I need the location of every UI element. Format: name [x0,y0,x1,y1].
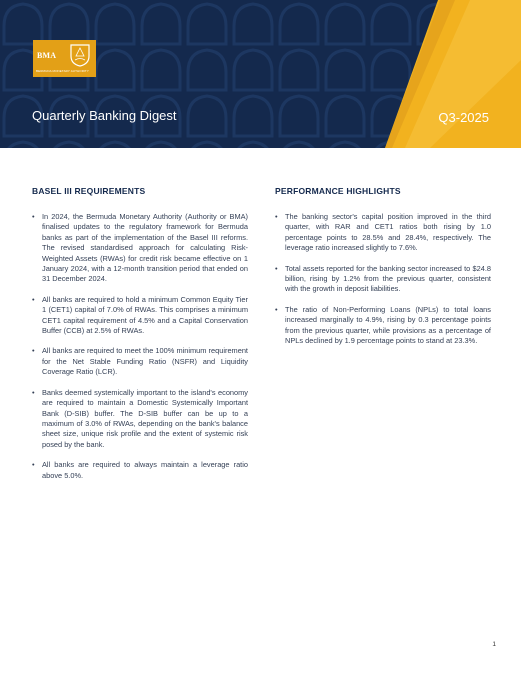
page-title: Quarterly Banking Digest [32,108,177,123]
bullet-list [32,212,248,481]
bma-logo [33,40,96,77]
list-item: • Total assets reported for the banking sector increased to $24.8 billion, rising by 1.2% from the previous quarter, consistent with the growth in deposit liabilities. [275,264,491,295]
bullet-list [275,212,491,346]
header-banner [0,0,521,148]
basel-section [32,186,248,491]
list-item: • In 2024, the Bermuda Monetary Authority (Authority or BMA) finalised updates to the regulatory framework for Bermuda banks as part of the implementation of the Basel III reforms. The revised standardised approach for calculating Risk-Weighted Assets (RWAs) for credit risk became effective on 1 January 2024, with a 12-month transition period that ended on 31 December 2024. [32,212,248,285]
list-item: • Banks deemed systemically important to the island's economy are required to maintain a Domestic Systemically Important Bank (D-SIB) buffer. The D-SIB buffer can be up to a maximum of 3.0% of RWAs, depending on the bank's balance sheet size, unique risk profile and the extent of systemic risk posed by the bank. [32,388,248,450]
page-number: 1 [492,641,496,648]
period-label: Q3-2025 [438,110,489,125]
logo-text: BMA [37,51,57,60]
list-item: • The ratio of Non-Performing Loans (NPLs) to total loans increased marginally to 4.9%, rising by 0.3 percentage points from the previous quarter, while provisions as a percentage of NPLs declined by 1.9 percentage points to stand at 23.3%. [275,305,491,347]
section-heading: BASEL III REQUIREMENTS [32,186,146,196]
list-item: • All banks are required to always maintain a leverage ratio above 5.0%. [32,460,248,481]
crest-icon [69,43,91,67]
section-heading: PERFORMANCE HIGHLIGHTS [275,186,401,196]
performance-section [275,186,491,356]
list-item: • The banking sector's capital position improved in the third quarter, with RAR and CET1 ratios both rising by 1.0 percentage points to 28.5% and 28.4%, respectively. The leverage ratio increased slightly to 7.6%. [275,212,491,254]
list-item: • All banks are required to hold a minimum Common Equity Tier 1 (CET1) capital of 7.0% of RWAs. This comprises a minimum CET1 capital requirement of 4.5% and a Capital Conservation Buffer (CCB) at 2.5% of RWAs. [32,295,248,337]
list-item: • All banks are required to meet the 100% minimum requirement for the Net Stable Funding Ratio (NSFR) and Liquidity Coverage Ratio (LCR). [32,346,248,377]
logo-subtext: BERMUDA MONETARY AUTHORITY [36,69,89,73]
